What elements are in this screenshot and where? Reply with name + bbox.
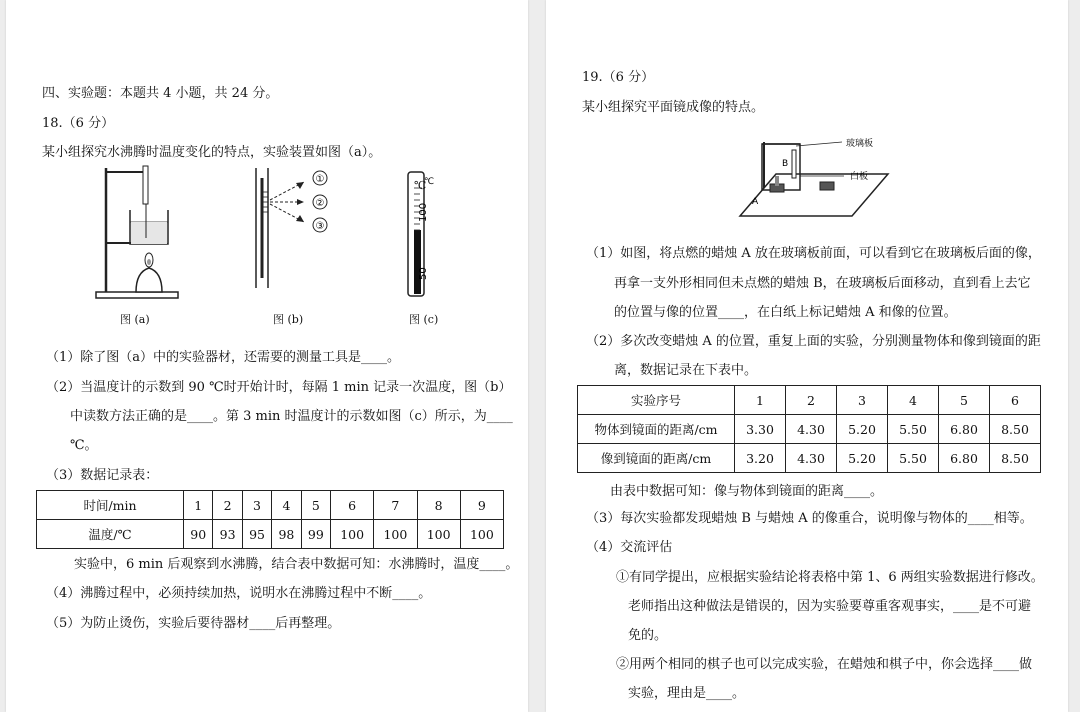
q19-intro: 某小组探究平面镜成像的特点。 (582, 100, 765, 115)
table-cell: 7 (374, 491, 417, 520)
table-cell: 3 (242, 491, 271, 520)
q19-after-table: 由表中数据可知：像与物体到镜面的距离____。 (610, 484, 884, 499)
table-header: 温度/℃ (37, 520, 184, 549)
q19-part3: （3）每次实验都发现蜡烛 B 与蜡烛 A 的像重合，说明像与物体的____相等。 (586, 511, 1033, 526)
right-page (546, 0, 1068, 712)
table-cell: 5.20 (837, 415, 888, 444)
figure-c-tick-100: 100 (418, 202, 429, 222)
figure-c-unit-top: ℃ (414, 179, 427, 192)
left-page (6, 0, 528, 712)
q19-part4-1-line3: 免的。 (628, 628, 668, 643)
figure-a-caption: 图 (a) (120, 313, 150, 326)
table-cell: 8 (417, 491, 460, 520)
figure-b-reading-methods (246, 168, 336, 293)
table-cell: 98 (272, 520, 301, 549)
table-cell: 93 (213, 520, 242, 549)
q18-header: 18.（6 分） (42, 116, 115, 131)
table-header: 实验序号 (578, 386, 735, 415)
q19-part2-line2: 离，数据记录在下表中。 (614, 363, 758, 378)
table-row (578, 444, 1041, 473)
table-cell: 5.50 (888, 415, 939, 444)
table-row (37, 520, 504, 549)
table-cell: 4 (888, 386, 939, 415)
table-cell: 6.80 (939, 415, 990, 444)
table-cell: 3.30 (735, 415, 786, 444)
table-cell: 4.30 (786, 444, 837, 473)
table-cell: 5 (939, 386, 990, 415)
q18-part1: （1）除了图（a）中的实验器材，还需要的测量工具是____。 (46, 350, 401, 365)
table-header: 像到镜面的距离/cm (578, 444, 735, 473)
table-row (578, 386, 1041, 415)
q18-part3-after: 实验中，6 min 后观察到水沸腾，结合表中数据可知：水沸腾时，温度____。 (74, 557, 519, 572)
table-cell: 2 (786, 386, 837, 415)
table-header: 时间/min (37, 491, 184, 520)
board-label: 白板 (850, 172, 869, 182)
table-cell: 1 (184, 491, 213, 520)
q19-part4-2-line1: ②用两个相同的棋子也可以完成实验，在蜡烛和棋子中，你会选择____做 (616, 657, 1033, 672)
table-row (578, 415, 1041, 444)
q18-part5: （5）为防止烫伤，实验后要待器材____后再整理。 (46, 616, 341, 631)
plane-mirror-figure (734, 132, 904, 224)
figure-c-tick-50: 50 (418, 267, 429, 280)
label-1: ① (315, 174, 325, 185)
table-cell: 3.20 (735, 444, 786, 473)
q18-part2-line3: ℃。 (70, 438, 98, 453)
q18-intro: 某小组探究水沸腾时温度变化的特点，实验装置如图（a）。 (42, 145, 382, 160)
figure-c-unit: ℃ (424, 177, 435, 187)
table-cell: 95 (242, 520, 271, 549)
candle-a-label: A (752, 197, 759, 207)
q19-part4-1-line1: ①有同学提出，应根据实验结论将表格中第 1、6 两组实验数据进行修改。 (616, 570, 1044, 585)
table-cell: 99 (301, 520, 330, 549)
table-cell: 6.80 (939, 444, 990, 473)
table-row (37, 491, 504, 520)
q19-part1-line3: 的位置与像的位置____，在白纸上标记蜡烛 A 和像的位置。 (614, 305, 957, 320)
table-cell: 100 (460, 520, 503, 549)
candle-b-label: B (782, 159, 789, 169)
label-3: ③ (315, 221, 325, 232)
boiling-data-table (36, 490, 504, 549)
table-cell: 5.20 (837, 444, 888, 473)
q19-part4: （4）交流评估 (586, 540, 673, 555)
table-header: 物体到镜面的距离/cm (578, 415, 735, 444)
q19-part1-line1: （1）如图，将点燃的蜡烛 A 放在玻璃板前面，可以看到它在玻璃板后面的像， (586, 246, 1041, 261)
q18-part4: （4）沸腾过程中，必须持续加热，说明水在沸腾过程中不断____。 (46, 586, 432, 601)
section-title: 四、实验题：本题共 4 小题，共 24 分。 (42, 86, 279, 101)
glass-label: 玻璃板 (846, 139, 874, 149)
table-cell: 2 (213, 491, 242, 520)
mirror-data-table (577, 385, 1041, 473)
figure-a-apparatus (92, 160, 192, 305)
table-cell: 100 (331, 520, 374, 549)
q18-part2-line2: 中读数方法正确的是____。第 3 min 时温度计的示数如图（c）所示，为____ (70, 409, 513, 424)
table-cell: 6 (990, 386, 1041, 415)
label-2: ② (315, 198, 325, 209)
figure-c-caption: 图 (c) (409, 313, 439, 326)
q19-part2-line1: （2）多次改变蜡烛 A 的位置，重复上面的实验，分别测量物体和像到镜面的距 (586, 334, 1041, 349)
table-cell: 5 (301, 491, 330, 520)
table-cell: 8.50 (990, 444, 1041, 473)
q19-part1-line2: 再拿一支外形相同但未点燃的蜡烛 B，在玻璃板后面移动，直到看上去它 (614, 276, 1031, 291)
q18-part3: （3）数据记录表： (46, 468, 159, 483)
q18-part2-line1: （2）当温度计的示数到 90 ℃时开始计时，每隔 1 min 记录一次温度，图（b） (46, 380, 512, 395)
table-cell: 100 (417, 520, 460, 549)
table-cell: 8.50 (990, 415, 1041, 444)
q19-part4-1-line2: 老师指出这种做法是错误的，因为实验要尊重客观事实，____是不可避 (628, 599, 1032, 614)
figure-b-caption: 图 (b) (273, 313, 304, 326)
table-cell: 9 (460, 491, 503, 520)
table-cell: 6 (331, 491, 374, 520)
table-cell: 100 (374, 520, 417, 549)
table-cell: 5.50 (888, 444, 939, 473)
table-cell: 90 (184, 520, 213, 549)
q19-header: 19.（6 分） (582, 70, 655, 85)
table-cell: 4.30 (786, 415, 837, 444)
q19-part4-2-line2: 实验，理由是____。 (628, 686, 746, 701)
table-cell: 1 (735, 386, 786, 415)
table-cell: 4 (272, 491, 301, 520)
table-cell: 3 (837, 386, 888, 415)
